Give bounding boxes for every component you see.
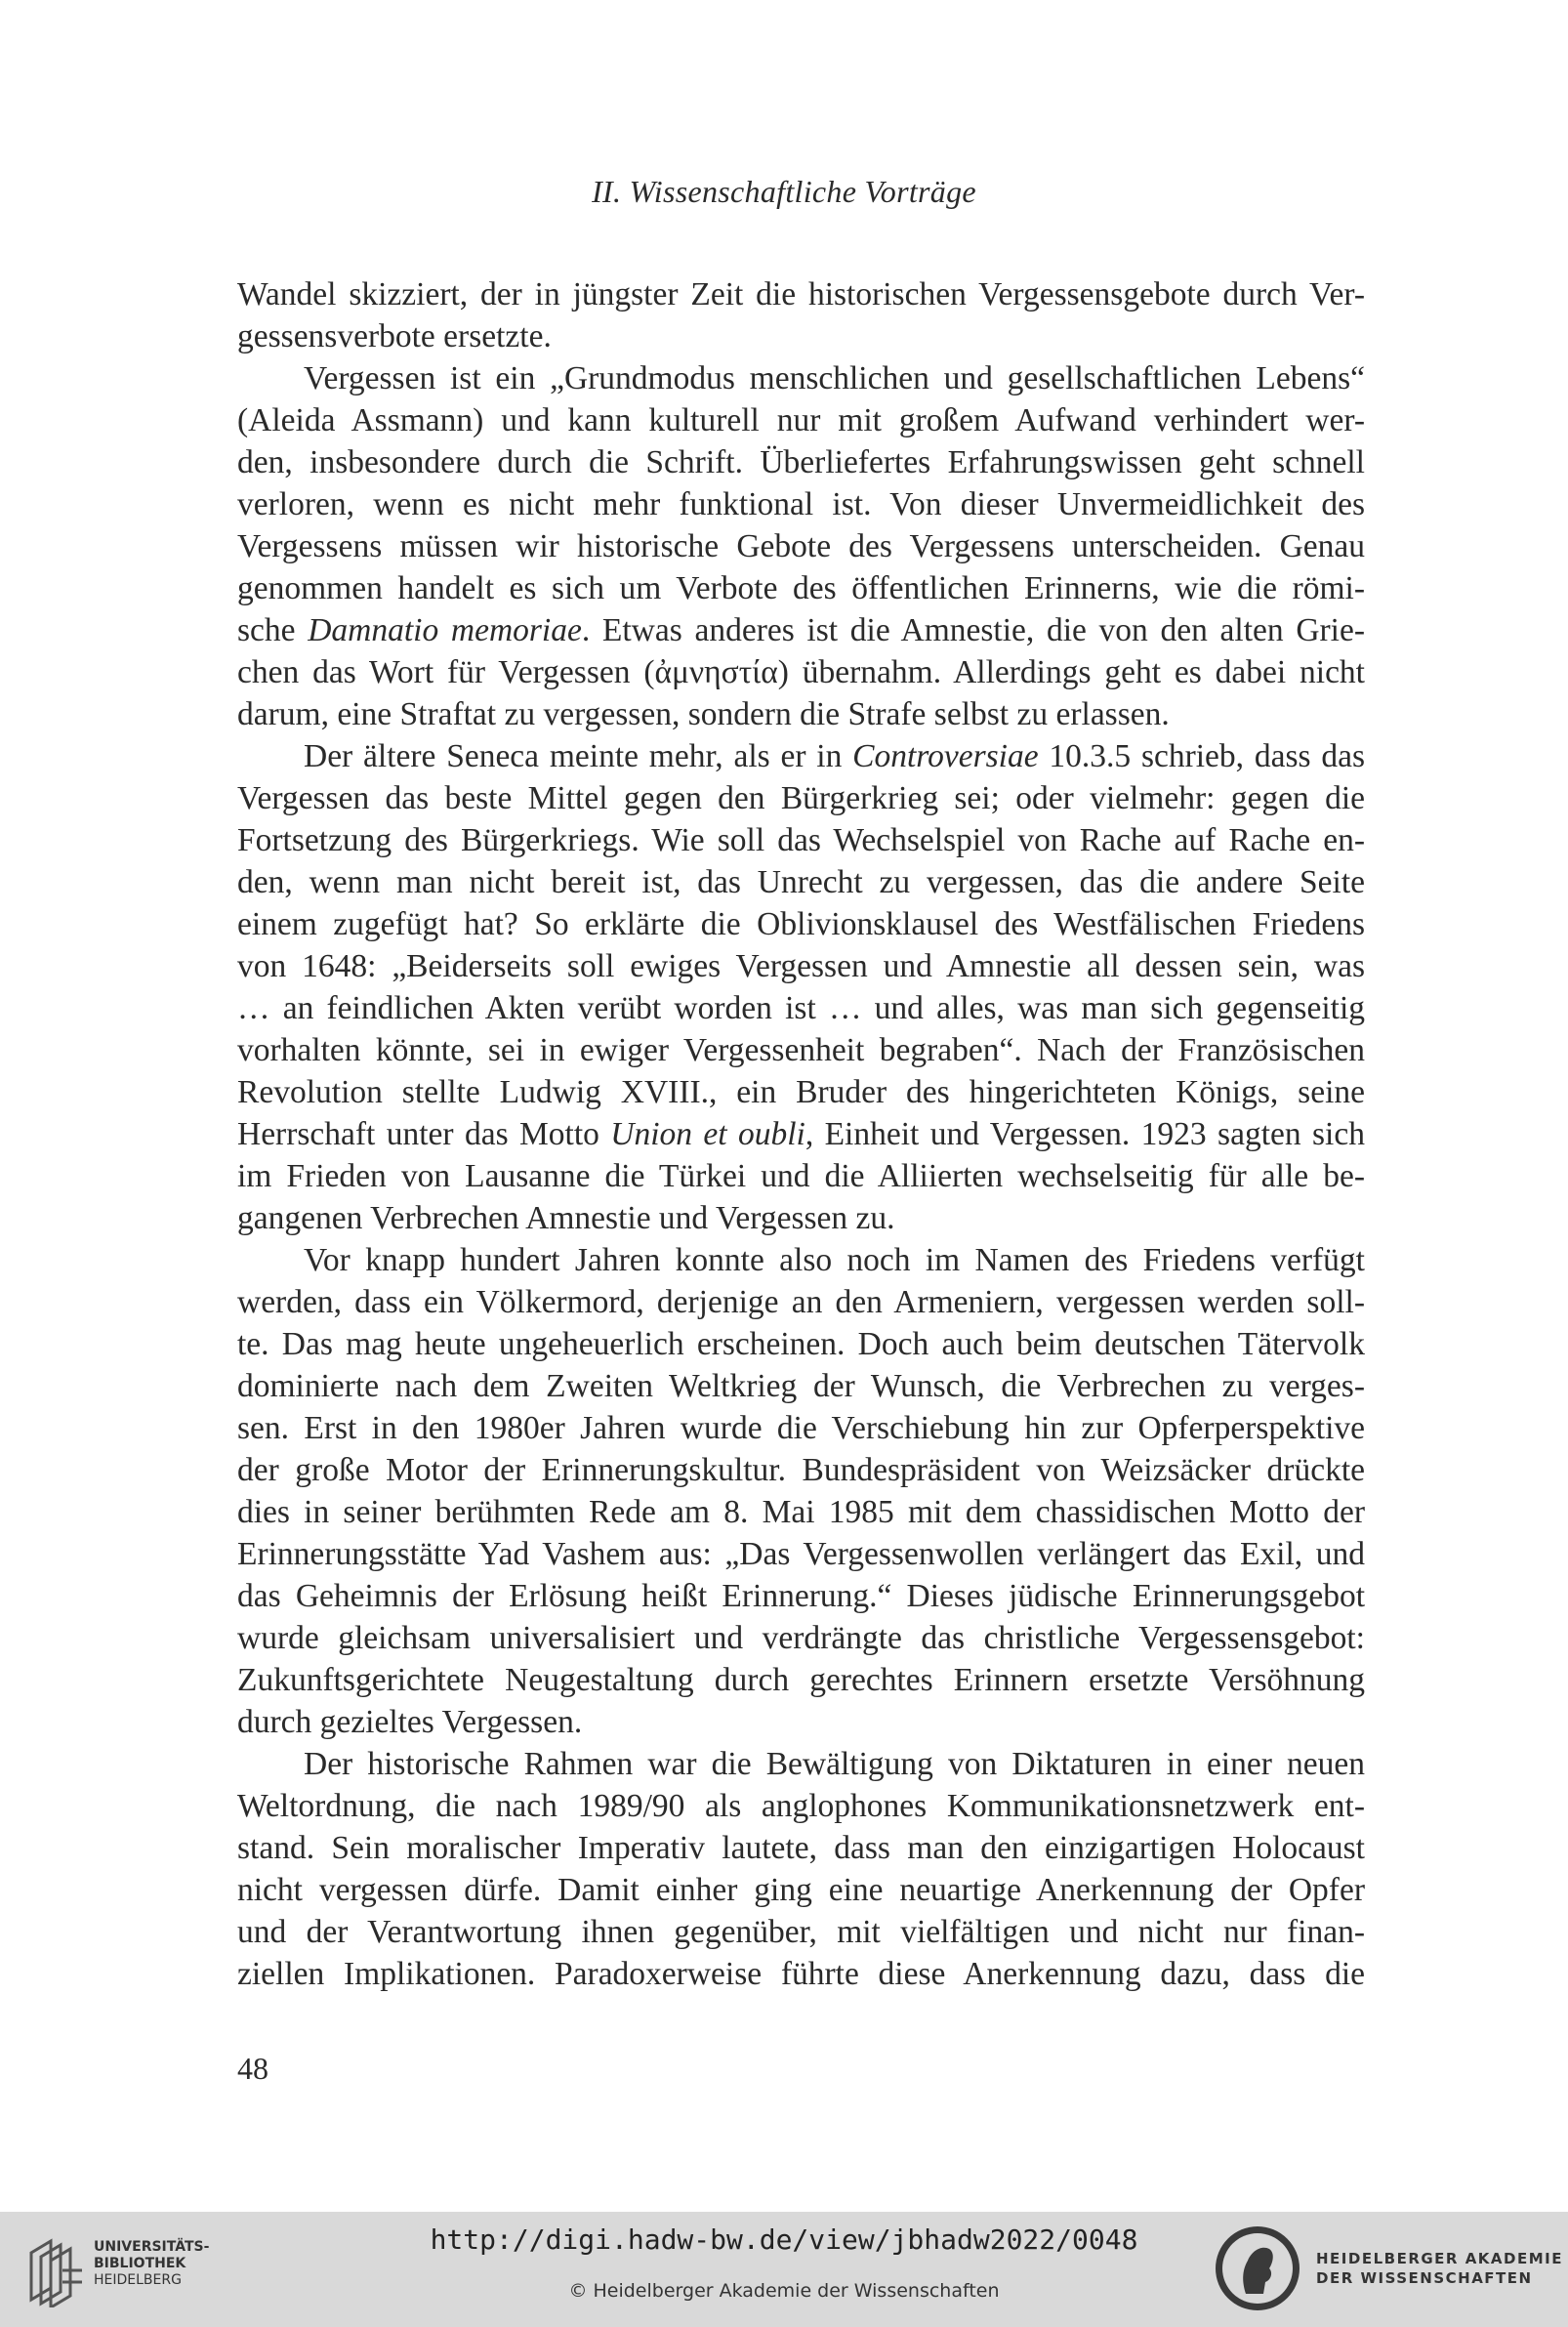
text-line: Weltordnung, die nach 1989/90 als anglophones Kommunikationsnetzwerk ent-: [237, 1788, 1365, 1824]
text-line: (Aleida Assmann) und kann kulturell nur mit großem Aufwand verhindert wer-: [237, 402, 1365, 438]
text-line: nicht vergessen dürfe. Damit einher ging eine neuartige Anerkennung der Opfer: [237, 1872, 1365, 1908]
text-line: genommen handelt es sich um Verbote des öffentlichen Erinnerns, wie die römi-: [237, 570, 1365, 606]
page-number: 48: [237, 2051, 268, 2086]
text-line: das Geheimnis der Erlösung heißt Erinnerung.“ Dieses jüdische Erinnerungsgebot: [237, 1578, 1365, 1614]
footer-bar: [0, 2212, 1568, 2327]
text-line: Zukunftsgerichtete Neugestaltung durch gerechtes Erinnern ersetzte Versöhnung: [237, 1662, 1365, 1698]
academy-seal-icon: [1213, 2223, 1302, 2313]
text-line: … an feindlichen Akten verübt worden ist … und alles, was man sich gegenseitig: [237, 990, 1365, 1026]
text-line: den, wenn man nicht bereit ist, das Unrecht zu vergessen, das die andere Seite: [237, 864, 1365, 900]
text-line: sche Damnatio memoriae. Etwas anderes ist die Amnestie, die von den alten Grie-: [237, 612, 1365, 648]
academy-line-1: HEIDELBERGER AKADEMIE: [1316, 2250, 1563, 2267]
text-line: sen. Erst in den 1980er Jahren wurde die Verschiebung hin zur Opferperspektive: [237, 1410, 1365, 1446]
text-line: Erinnerungsstätte Yad Vashem aus: „Das Vergessenwollen verlängert das Exil, und: [237, 1536, 1365, 1572]
text-line: den, insbesondere durch die Schrift. Überliefertes Erfahrungswissen geht schnell: [237, 444, 1365, 480]
text-line: Vor knapp hundert Jahren konnte also noch im Namen des Friedens verfügt: [304, 1242, 1365, 1278]
text-line: Der historische Rahmen war die Bewältigung von Diktaturen in einer neuen: [304, 1746, 1365, 1782]
copyright-notice: © Heidelberger Akademie der Wissenschaften: [568, 2280, 1000, 2302]
text-line: Vergessen ist ein „Grundmodus menschlichen und gesellschaftlichen Lebens“: [304, 360, 1365, 396]
text-line: Vergessens müssen wir historische Gebote des Vergessens unterscheiden. Genau: [237, 528, 1365, 564]
text-line: und der Verantwortung ihnen gegenüber, mit vielfältigen und nicht nur finan-: [237, 1914, 1365, 1950]
library-line-3: HEIDELBERG: [94, 2272, 182, 2288]
text-line: Revolution stellte Ludwig XVIII., ein Bruder des hingerichteten Königs, seine: [237, 1074, 1365, 1110]
text-line: Der ältere Seneca meinte mehr, als er in Controversiae 10.3.5 schrieb, dass das: [304, 738, 1365, 774]
text-line: chen das Wort für Vergessen (ἀμνηστία) übernahm. Allerdings geht es dabei nicht: [237, 654, 1365, 690]
text-line: wurde gleichsam universalisiert und verdrängte das christliche Vergessensgebot:: [237, 1620, 1365, 1656]
text-line: gessensverbote ersetzte.: [237, 318, 552, 354]
text-line: darum, eine Straftat zu vergessen, sondern die Strafe selbst zu erlassen.: [237, 696, 1170, 732]
text-line: dies in seiner berühmten Rede am 8. Mai 1985 mit dem chassidischen Motto der: [237, 1494, 1365, 1530]
permalink[interactable]: http://digi.hadw-bw.de/view/jbhadw2022/0048: [430, 2223, 1138, 2256]
text-line: vorhalten könnte, sei in ewiger Vergessenheit begraben“. Nach der Französischen: [237, 1032, 1365, 1068]
text-line: gangenen Verbrechen Amnestie und Vergessen zu.: [237, 1200, 895, 1236]
text-line: Fortsetzung des Bürgerkriegs. Wie soll das Wechselspiel von Rache auf Rache en-: [237, 822, 1365, 858]
text-line: Herrschaft unter das Motto Union et oubli, Einheit und Vergessen. 1923 sagten sich: [237, 1116, 1365, 1152]
library-line-1: UNIVERSITÄTS-: [94, 2239, 210, 2255]
text-line: dominierte nach dem Zweiten Weltkrieg der Wunsch, die Verbrechen zu verges-: [237, 1368, 1365, 1404]
text-line: der große Motor der Erinnerungskultur. Bundespräsident von Weizsäcker drückte: [237, 1452, 1365, 1488]
running-head: II. Wissenschaftliche Vorträge: [592, 174, 976, 209]
text-line: ziellen Implikationen. Paradoxerweise führte diese Anerkennung dazu, dass die: [237, 1956, 1365, 1992]
text-line: von 1648: „Beiderseits soll ewiges Vergessen und Amnestie all dessen sein, was: [237, 948, 1365, 984]
text-line: werden, dass ein Völkermord, derjenige an den Armeniern, vergessen werden soll-: [237, 1284, 1365, 1320]
text-line: verloren, wenn es nicht mehr funktional ist. Von dieser Unvermeidlichkeit des: [237, 486, 1365, 522]
library-line-2: BIBLIOTHEK: [94, 2256, 186, 2271]
text-line: Wandel skizziert, der in jüngster Zeit die historischen Vergessensgebote durch Ver-: [237, 276, 1365, 312]
academy-line-2: DER WISSENSCHAFTEN: [1316, 2269, 1533, 2287]
academy-name: [1316, 2249, 1563, 2288]
text-line: te. Das mag heute ungeheuerlich erscheinen. Doch auch beim deutschen Tätervolk: [237, 1326, 1365, 1362]
text-line: einem zugefügt hat? So erklärte die Oblivionsklausel des Westfälischen Friedens: [237, 906, 1365, 942]
text-line: stand. Sein moralischer Imperativ lautete, dass man den einzigartigen Holocaust: [237, 1830, 1365, 1866]
text-line: im Frieden von Lausanne die Türkei und die Alliierten wechselseitig für alle be-: [237, 1158, 1365, 1194]
text-line: durch gezieltes Vergessen.: [237, 1704, 583, 1740]
body-text: [237, 273, 1365, 1995]
text-line: Vergessen das beste Mittel gegen den Bürgerkrieg sei; oder vielmehr: gegen die: [237, 780, 1365, 816]
